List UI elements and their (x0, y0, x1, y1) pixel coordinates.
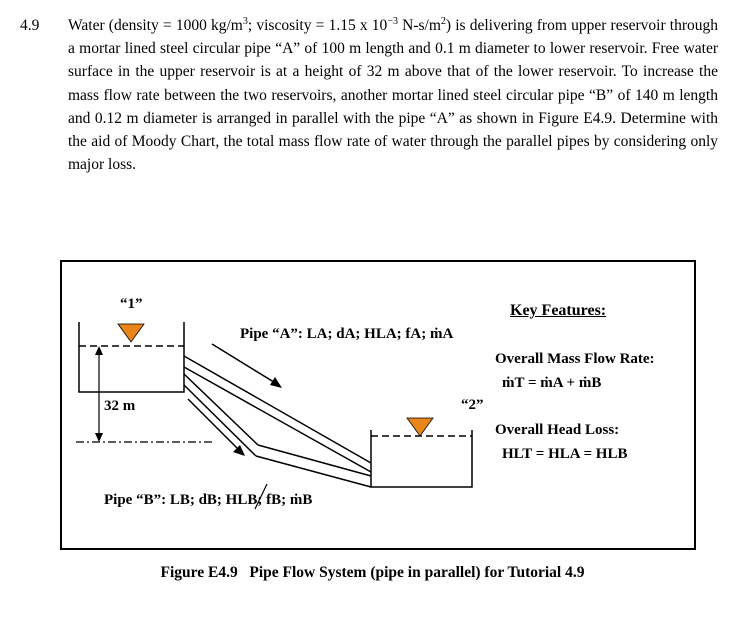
figure-caption: Figure E4.9 Pipe Flow System (pipe in parallel) for Tutorial 4.9 (160, 564, 585, 581)
key-features-title: Key Features: (510, 302, 607, 319)
lower-reservoir (371, 430, 472, 487)
mass-flow-title: Overall Mass Flow Rate: (495, 351, 655, 367)
problem-text-part4: ) is delivering from upper reservoir through a mortar lined steel circular pipe “A” of 100 m length and 0.1 m diameter to lower reservoir. Free water surface in the upper reservoir is at a height of 32 m above that of the lower reservoir. To increase the mass flow rate between the two reservoirs, another mortar lined steel circular pipe “B” of 140 m length and 0.12 m diameter is arranged in parallel with the pipe “A” as shown in Figure E4.9. Determine with the aid of Moody Chart, the total mass flow rate of water through the parallel pipes by considering only major loss. (68, 17, 719, 174)
head-loss-title: Overall Head Loss: (495, 422, 620, 438)
problem-text-part2: ; viscosity = 1.15 x 10 (247, 17, 388, 34)
problem-text (68, 14, 718, 176)
pipe-b-upper-wall (184, 374, 258, 445)
problem-number: 4.9 (20, 17, 40, 34)
head-loss-equation: HLT = HLA = HLB (502, 446, 628, 462)
mass-flow-equation: ṁT = ṁA + ṁB (502, 375, 602, 391)
upper-water-level-marker (118, 324, 144, 342)
figure-frame (60, 260, 696, 550)
height-label: 32 m (104, 398, 136, 414)
point-1-label: “1” (120, 296, 143, 312)
height-arrow-down (95, 433, 103, 442)
superscript-minus3: −3 (387, 15, 398, 27)
problem-text-part3: N-s/m (397, 17, 441, 34)
superscript-2: 2 (440, 15, 446, 27)
pipe-a-flow-arrowhead (270, 377, 282, 388)
point-2-label: “2” (461, 397, 484, 413)
lower-water-level-marker (407, 418, 433, 436)
pipe-b-label: Pipe “B”: LB; dB; HLB; fB; ṁB (104, 492, 313, 508)
height-arrow-up (95, 346, 103, 355)
pipe-b-lower-wall (184, 385, 256, 456)
pipe-a-label: Pipe “A”: LA; dA; HLA; fA; ṁA (240, 326, 454, 342)
pipe-b-flow-arrow (188, 399, 240, 451)
pipe-a-upper-wall (184, 356, 371, 463)
problem-text-part1: Water (density = 1000 kg/m (68, 17, 243, 34)
superscript-3: 3 (242, 15, 248, 27)
